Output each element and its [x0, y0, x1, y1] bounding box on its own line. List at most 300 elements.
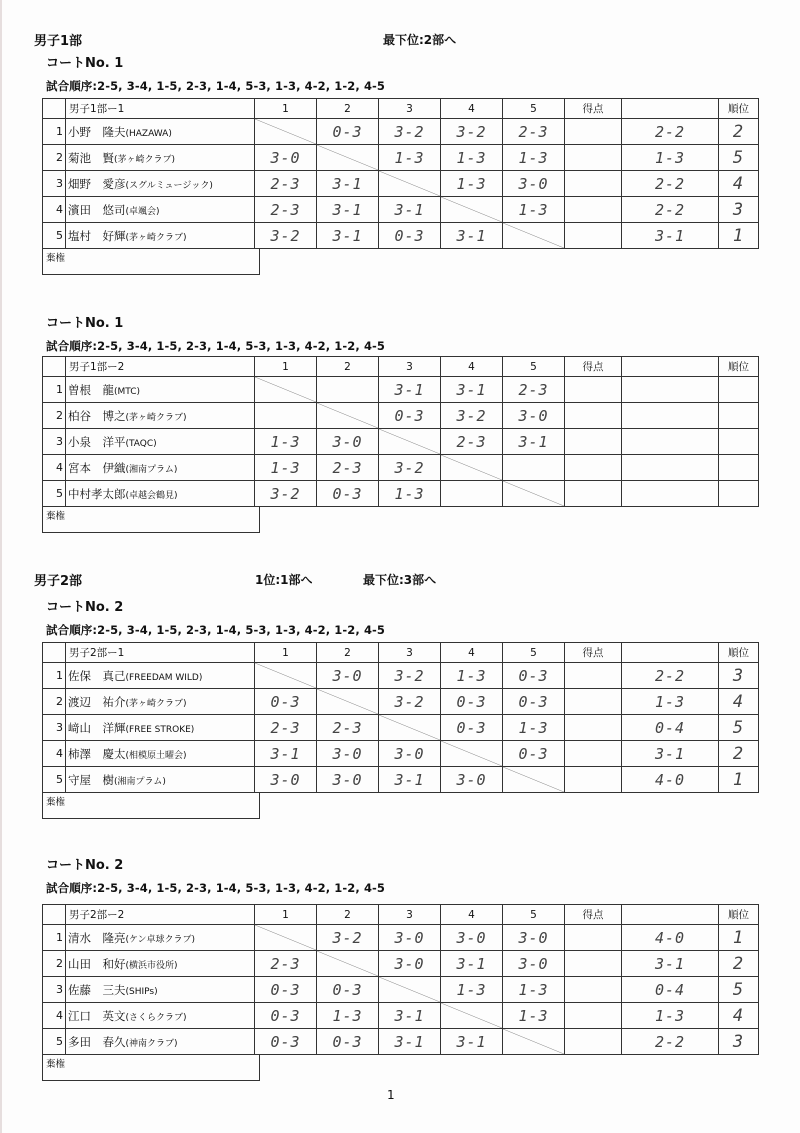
- row-number: 5: [43, 223, 66, 249]
- match-score-cell: [441, 403, 503, 429]
- points-cell: [565, 715, 622, 741]
- match-score-cell: [441, 1029, 503, 1055]
- court-label: コートNo. 2: [46, 600, 124, 615]
- match-score-cell: [379, 951, 441, 977]
- player-name: 山田 和好: [68, 956, 126, 971]
- player-cell: [66, 741, 255, 767]
- match-score-cell: [255, 481, 317, 507]
- player-name: 渡辺 祐介: [68, 694, 126, 709]
- self-match-cell: [255, 925, 317, 951]
- match-score: 3-1: [456, 226, 487, 245]
- win-loss-record: 3-1: [654, 954, 686, 973]
- player-name: 﨑山 洋輝: [68, 720, 126, 735]
- table-row: [43, 689, 759, 715]
- rank-value: 3: [732, 665, 745, 686]
- diagonal-line: [379, 429, 440, 454]
- row-number: 2: [43, 403, 66, 429]
- match-score: 1-3: [518, 980, 549, 999]
- points-cell: [565, 403, 622, 429]
- diagonal-line: [317, 689, 378, 714]
- player-club: (横浜市役所): [125, 960, 178, 971]
- match-score-cell: [379, 145, 441, 171]
- forfeit-box: [42, 506, 260, 533]
- league-table: [42, 356, 759, 507]
- table-row: [43, 377, 759, 403]
- win-loss-record: 1-3: [654, 1006, 686, 1025]
- points-cell: [565, 977, 622, 1003]
- record-cell: [622, 145, 719, 171]
- self-match-cell: [317, 403, 379, 429]
- record-header: [622, 99, 719, 119]
- rank-value: 3: [732, 1031, 745, 1052]
- player-name: 宮本 伊織: [68, 460, 126, 475]
- player-cell: [66, 1003, 255, 1029]
- match-score-cell: [441, 145, 503, 171]
- column-header: 4: [441, 905, 503, 925]
- match-score-cell: [503, 145, 565, 171]
- player-club: (相模原土曜会): [125, 750, 187, 761]
- win-loss-record: 4-0: [654, 928, 686, 947]
- player-name: 柿澤 慶太: [68, 746, 126, 761]
- rank-cell: [719, 1003, 759, 1029]
- rank-cell: [719, 403, 759, 429]
- player-club: (湘南プラム): [114, 776, 166, 787]
- player-cell: [66, 403, 255, 429]
- rank-value: 1: [732, 225, 745, 246]
- record-header: [622, 905, 719, 925]
- match-score-cell: [379, 455, 441, 481]
- player-cell: [66, 377, 255, 403]
- match-score: 0-3: [518, 666, 549, 685]
- division-note: 最下位:3部へ: [363, 573, 437, 587]
- diagonal-line: [441, 1003, 502, 1028]
- match-score: 0-3: [332, 1032, 363, 1051]
- match-score-cell: [441, 689, 503, 715]
- forfeit-label: 棄権: [43, 506, 260, 533]
- table-row: [43, 197, 759, 223]
- self-match-cell: [441, 1003, 503, 1029]
- court-label: コートNo. 1: [46, 316, 124, 331]
- match-score: 3-2: [456, 406, 487, 425]
- match-score: 3-0: [394, 744, 425, 763]
- self-match-cell: [441, 455, 503, 481]
- match-score-cell: [317, 171, 379, 197]
- player-cell: [66, 223, 255, 249]
- rank-cell: [719, 223, 759, 249]
- match-score-cell: [503, 977, 565, 1003]
- points-header: 得点: [565, 99, 622, 119]
- row-number: 4: [43, 455, 66, 481]
- match-score: 3-1: [394, 770, 425, 789]
- match-score-cell: [503, 171, 565, 197]
- match-score: 3-1: [394, 1032, 425, 1051]
- match-score: 0-3: [456, 718, 487, 737]
- player-name: 多田 春久: [68, 1034, 126, 1049]
- match-score: 0-3: [394, 406, 425, 425]
- points-cell: [565, 171, 622, 197]
- record-cell: [622, 455, 719, 481]
- match-score-cell: [441, 715, 503, 741]
- match-score: 3-1: [332, 174, 363, 193]
- self-match-cell: [317, 951, 379, 977]
- match-score-cell: [317, 481, 379, 507]
- player-cell: [66, 481, 255, 507]
- diagonal-line: [441, 741, 502, 766]
- rank-value: 3: [732, 199, 745, 220]
- record-cell: [622, 1029, 719, 1055]
- win-loss-record: 1-3: [654, 148, 686, 167]
- player-cell: [66, 767, 255, 793]
- column-header: 2: [317, 643, 379, 663]
- court-label: コートNo. 2: [46, 858, 124, 873]
- win-loss-record: 2-2: [654, 666, 686, 685]
- match-score: 0-3: [518, 744, 549, 763]
- match-score: 1-3: [518, 718, 549, 737]
- record-cell: [622, 925, 719, 951]
- match-score-cell: [441, 171, 503, 197]
- rank-value: 5: [732, 979, 745, 1000]
- player-club: (茅ヶ崎クラブ): [125, 232, 187, 243]
- player-club: (FREE STROKE): [125, 724, 195, 735]
- points-header: 得点: [565, 643, 622, 663]
- match-score: 0-3: [270, 1032, 301, 1051]
- row-number: 1: [43, 663, 66, 689]
- player-cell: [66, 429, 255, 455]
- record-cell: [622, 429, 719, 455]
- player-club: (MTC): [114, 386, 141, 397]
- match-score-cell: [255, 223, 317, 249]
- match-score-cell: [317, 663, 379, 689]
- division-title: 男子1部: [34, 34, 83, 49]
- match-score: 1-3: [456, 174, 487, 193]
- row-number: 3: [43, 977, 66, 1003]
- header-blank: [43, 905, 66, 925]
- column-header: 3: [379, 357, 441, 377]
- record-cell: [622, 689, 719, 715]
- points-cell: [565, 663, 622, 689]
- rank-cell: [719, 767, 759, 793]
- record-cell: [622, 377, 719, 403]
- player-cell: [66, 119, 255, 145]
- points-header: 得点: [565, 905, 622, 925]
- match-score: 3-2: [394, 122, 425, 141]
- player-club: (FREEDAM WILD): [125, 672, 203, 683]
- player-name: 菊池 賢: [68, 150, 114, 165]
- match-score: 0-3: [456, 692, 487, 711]
- table-row: [43, 925, 759, 951]
- player-name: 江口 英文: [68, 1008, 126, 1023]
- header-blank: [43, 99, 66, 119]
- match-score-cell: [317, 377, 379, 403]
- player-name: 中村孝太郎: [68, 486, 126, 501]
- forfeit-box: [42, 248, 260, 275]
- record-cell: [622, 663, 719, 689]
- match-score: 1-3: [456, 666, 487, 685]
- match-score-cell: [255, 977, 317, 1003]
- points-cell: [565, 197, 622, 223]
- rank-value: 4: [732, 1005, 745, 1026]
- self-match-cell: [503, 481, 565, 507]
- rank-cell: [719, 455, 759, 481]
- record-cell: [622, 481, 719, 507]
- player-club: (さくらクラブ): [125, 1012, 187, 1023]
- self-match-cell: [317, 145, 379, 171]
- match-score-cell: [255, 145, 317, 171]
- column-header: 5: [503, 643, 565, 663]
- match-score-cell: [255, 715, 317, 741]
- record-cell: [622, 197, 719, 223]
- rank-cell: [719, 119, 759, 145]
- row-number: 1: [43, 377, 66, 403]
- table-row: [43, 767, 759, 793]
- column-header: 5: [503, 357, 565, 377]
- match-score-cell: [317, 1029, 379, 1055]
- self-match-cell: [441, 741, 503, 767]
- page-number: 1: [387, 1088, 395, 1102]
- self-match-cell: [441, 197, 503, 223]
- points-cell: [565, 951, 622, 977]
- diagonal-line: [255, 377, 316, 402]
- match-score: 0-3: [332, 122, 363, 141]
- rank-cell: [719, 741, 759, 767]
- player-club: (茅ヶ崎クラブ): [125, 698, 187, 709]
- match-score-cell: [503, 715, 565, 741]
- row-number: 2: [43, 145, 66, 171]
- self-match-cell: [255, 119, 317, 145]
- player-name: 小野 隆夫: [68, 124, 126, 139]
- forfeit-label: 棄権: [43, 248, 260, 275]
- player-name: 柏谷 博之: [68, 408, 126, 423]
- diagonal-line: [441, 197, 502, 222]
- match-score-cell: [503, 663, 565, 689]
- row-number: 3: [43, 171, 66, 197]
- match-score: 0-3: [270, 1006, 301, 1025]
- row-number: 2: [43, 689, 66, 715]
- match-score-cell: [317, 223, 379, 249]
- match-score: 3-1: [270, 744, 301, 763]
- win-loss-record: 1-3: [654, 692, 686, 711]
- player-cell: [66, 951, 255, 977]
- match-score: 0-3: [518, 692, 549, 711]
- points-cell: [565, 455, 622, 481]
- match-score-cell: [255, 741, 317, 767]
- column-header: 4: [441, 357, 503, 377]
- rank-header: 順位: [719, 357, 759, 377]
- match-score: 0-3: [332, 484, 363, 503]
- match-score: 3-1: [332, 200, 363, 219]
- match-score-cell: [255, 1003, 317, 1029]
- match-score: 2-3: [332, 458, 363, 477]
- table-row: [43, 223, 759, 249]
- rank-cell: [719, 171, 759, 197]
- match-score: 3-2: [394, 692, 425, 711]
- table-row: [43, 977, 759, 1003]
- record-cell: [622, 977, 719, 1003]
- match-score-cell: [503, 741, 565, 767]
- diagonal-line: [317, 403, 378, 428]
- match-order-label: 試合順序:: [46, 79, 98, 93]
- match-score: 3-0: [270, 770, 301, 789]
- record-cell: [622, 403, 719, 429]
- player-cell: [66, 455, 255, 481]
- match-score: 0-3: [332, 980, 363, 999]
- table-row: [43, 741, 759, 767]
- column-header: 1: [255, 357, 317, 377]
- match-score: 3-0: [332, 770, 363, 789]
- table-row: [43, 171, 759, 197]
- table-row: [43, 663, 759, 689]
- rank-header: 順位: [719, 643, 759, 663]
- match-score: 3-2: [270, 226, 301, 245]
- match-order-label: 試合順序:: [46, 881, 98, 895]
- match-score: 3-2: [456, 122, 487, 141]
- match-score: 1-3: [394, 484, 425, 503]
- player-club: (湘南プラム): [125, 464, 178, 475]
- player-club: (卓颯会): [125, 206, 160, 217]
- match-score: 3-2: [394, 666, 425, 685]
- match-score: 2-3: [270, 718, 301, 737]
- rank-value: 4: [732, 173, 745, 194]
- rank-value: 2: [732, 743, 745, 764]
- match-score-cell: [503, 951, 565, 977]
- player-club: (神南クラブ): [125, 1038, 178, 1049]
- column-header: 3: [379, 905, 441, 925]
- match-score: 1-3: [518, 1006, 549, 1025]
- match-score-cell: [317, 197, 379, 223]
- division-note: 最下位:2部へ: [383, 33, 457, 47]
- points-cell: [565, 1029, 622, 1055]
- rank-cell: [719, 145, 759, 171]
- points-cell: [565, 689, 622, 715]
- match-score: 3-1: [456, 1032, 487, 1051]
- rank-cell: [719, 197, 759, 223]
- column-header: 4: [441, 643, 503, 663]
- match-score-cell: [255, 689, 317, 715]
- column-header: 2: [317, 905, 379, 925]
- player-name: 佐保 真己: [68, 668, 126, 683]
- row-number: 4: [43, 197, 66, 223]
- match-score: 1-3: [270, 458, 301, 477]
- match-score-cell: [503, 119, 565, 145]
- table-row: [43, 403, 759, 429]
- points-cell: [565, 1003, 622, 1029]
- self-match-cell: [503, 1029, 565, 1055]
- column-header: 2: [317, 99, 379, 119]
- match-score-cell: [255, 767, 317, 793]
- points-cell: [565, 767, 622, 793]
- match-score-cell: [441, 767, 503, 793]
- league-table: [42, 98, 759, 249]
- forfeit-label: 棄権: [43, 792, 260, 819]
- player-name: 塩村 好輝: [68, 228, 126, 243]
- forfeit-label: 棄権: [43, 1054, 260, 1081]
- player-club: (HAZAWA): [125, 128, 172, 139]
- match-score-cell: [503, 689, 565, 715]
- match-score-cell: [317, 715, 379, 741]
- rank-cell: [719, 429, 759, 455]
- win-loss-record: 0-4: [654, 718, 686, 737]
- table-row: [43, 1003, 759, 1029]
- self-match-cell: [503, 767, 565, 793]
- record-header: [622, 357, 719, 377]
- match-score: 3-0: [394, 928, 425, 947]
- row-number: 5: [43, 767, 66, 793]
- table-row: [43, 715, 759, 741]
- rank-value: 5: [732, 717, 745, 738]
- player-cell: [66, 925, 255, 951]
- match-score-cell: [379, 1029, 441, 1055]
- row-number: 5: [43, 481, 66, 507]
- player-name: 曽根 龍: [68, 382, 114, 397]
- row-number: 3: [43, 715, 66, 741]
- match-score: 3-0: [270, 148, 301, 167]
- self-match-cell: [503, 223, 565, 249]
- match-score: 3-0: [518, 928, 549, 947]
- player-name: 守屋 樹: [68, 772, 114, 787]
- match-score-cell: [503, 925, 565, 951]
- points-header: 得点: [565, 357, 622, 377]
- row-number: 1: [43, 925, 66, 951]
- match-score-cell: [441, 481, 503, 507]
- match-score-cell: [379, 197, 441, 223]
- court-label: コートNo. 1: [46, 56, 124, 71]
- match-score: 3-0: [332, 666, 363, 685]
- record-cell: [622, 715, 719, 741]
- row-number: 3: [43, 429, 66, 455]
- diagonal-line: [379, 977, 440, 1002]
- match-score: 0-3: [270, 692, 301, 711]
- match-score: 3-1: [394, 1006, 425, 1025]
- match-score-cell: [503, 1003, 565, 1029]
- column-header: 1: [255, 905, 317, 925]
- player-cell: [66, 1029, 255, 1055]
- win-loss-record: 2-2: [654, 1032, 686, 1051]
- player-name: 小泉 洋平: [68, 434, 126, 449]
- column-header: 2: [317, 357, 379, 377]
- diagonal-line: [255, 925, 316, 950]
- match-score-cell: [255, 1029, 317, 1055]
- match-score-cell: [441, 429, 503, 455]
- match-score: 1-3: [332, 1006, 363, 1025]
- match-score: 3-0: [518, 406, 549, 425]
- rank-cell: [719, 663, 759, 689]
- match-score: 3-0: [456, 770, 487, 789]
- match-score: 3-1: [456, 954, 487, 973]
- match-score: 1-3: [518, 200, 549, 219]
- match-score: 1-3: [394, 148, 425, 167]
- rank-header: 順位: [719, 905, 759, 925]
- group-title: 男子1部ー2: [66, 357, 255, 377]
- record-cell: [622, 171, 719, 197]
- rank-value: 1: [732, 769, 745, 790]
- match-score-cell: [503, 455, 565, 481]
- match-score: 1-3: [270, 432, 301, 451]
- points-cell: [565, 377, 622, 403]
- match-order-label: 試合順序:: [46, 623, 98, 637]
- forfeit-box: [42, 792, 260, 819]
- match-score-cell: [255, 403, 317, 429]
- column-header: 1: [255, 99, 317, 119]
- record-header: [622, 643, 719, 663]
- match-score: 3-0: [456, 928, 487, 947]
- match-order-value: 2-5, 3-4, 1-5, 2-3, 1-4, 5-3, 1-3, 4-2, 1-2, 4-5: [97, 339, 386, 353]
- player-cell: [66, 977, 255, 1003]
- match-score: 3-1: [394, 380, 425, 399]
- column-header: 3: [379, 643, 441, 663]
- win-loss-record: 2-2: [654, 174, 686, 193]
- match-score-cell: [441, 977, 503, 1003]
- match-score-cell: [441, 119, 503, 145]
